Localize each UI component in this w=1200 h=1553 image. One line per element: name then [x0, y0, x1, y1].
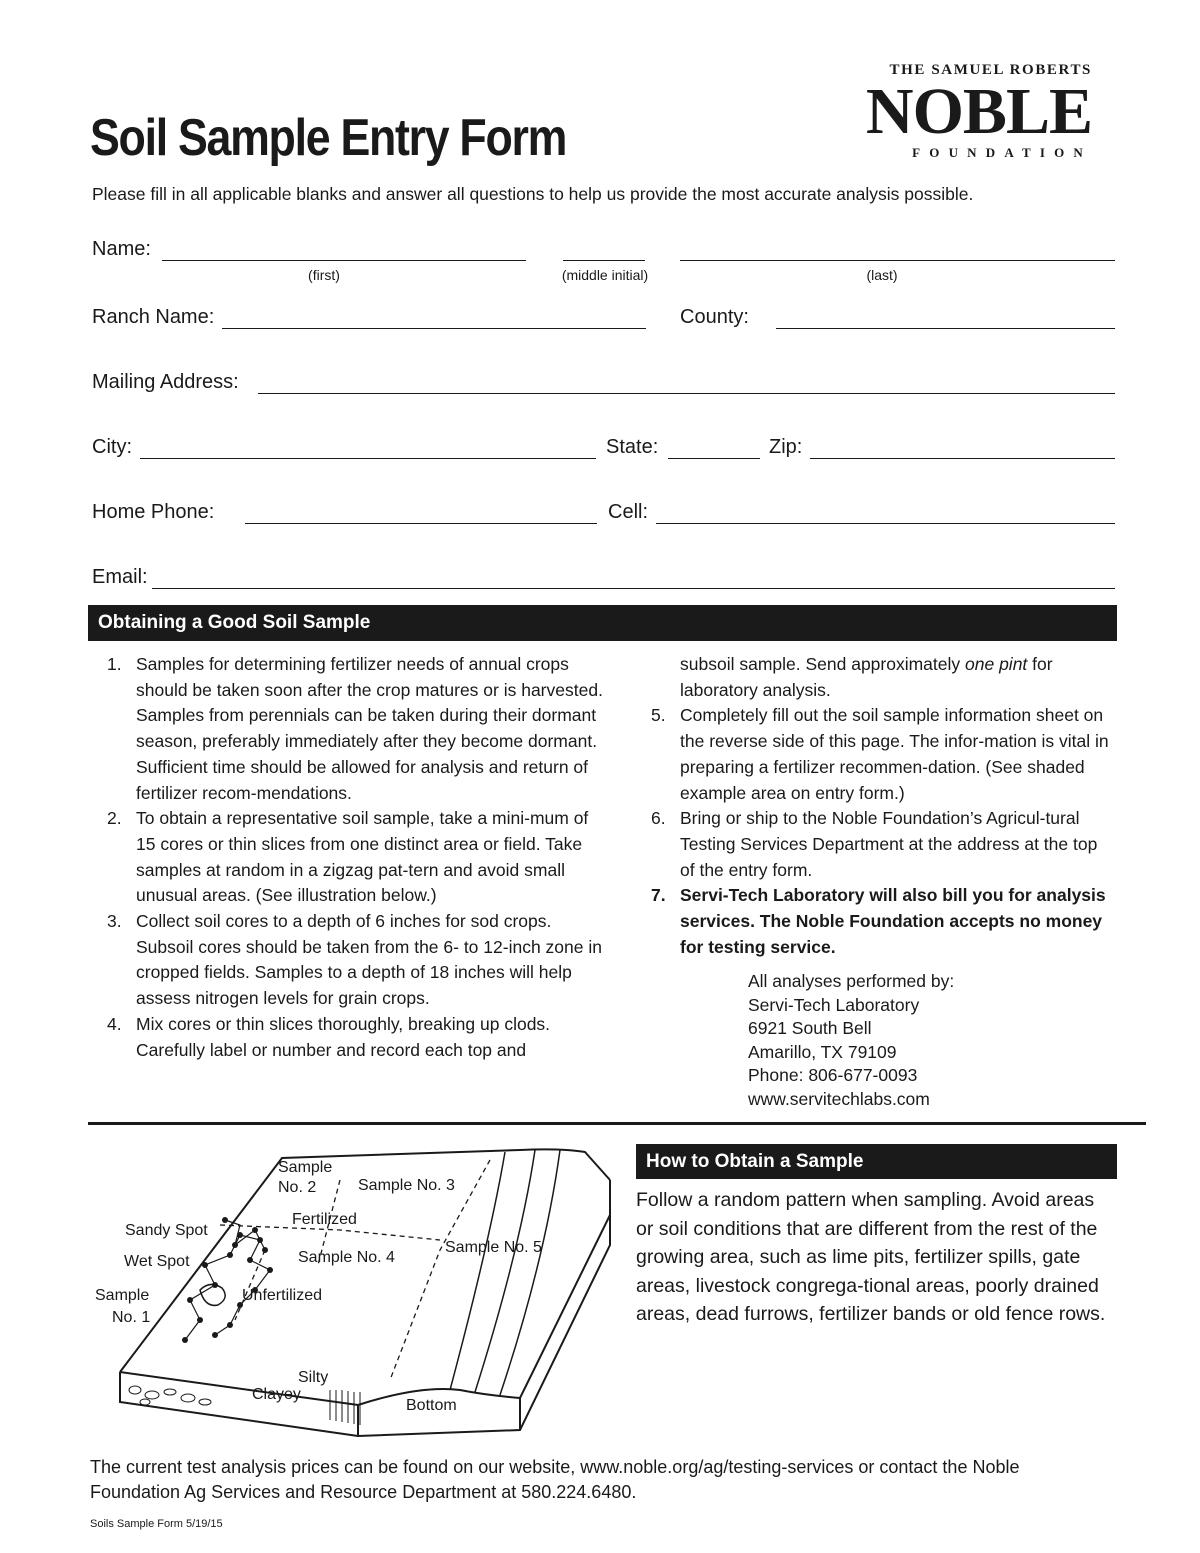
- label-sample-5: Sample No. 5: [445, 1239, 542, 1256]
- zip-field[interactable]: [810, 458, 1115, 459]
- item-text: Servi-Tech Laboratory will also bill you for analysis services. The Noble Foundation accepts no money for testing service.: [680, 885, 1106, 957]
- lab-city: Amarillo, TX 79109: [748, 1041, 897, 1062]
- cell-field[interactable]: [656, 523, 1115, 524]
- label-sample-1-no: No. 1: [112, 1309, 151, 1326]
- lab-street: 6921 South Bell: [748, 1018, 872, 1038]
- cell-label: Cell:: [608, 501, 649, 523]
- item-number: 3.: [107, 911, 122, 932]
- label-bottom: Bottom: [406, 1397, 457, 1414]
- label-sample-2-no: No. 2: [278, 1179, 317, 1196]
- middle-initial-field[interactable]: [563, 260, 645, 261]
- instruction-item: [92, 652, 612, 806]
- label-fertilized: Fertilized: [292, 1211, 357, 1228]
- city-field[interactable]: [140, 458, 596, 459]
- label-wet-spot: Wet Spot: [124, 1253, 190, 1270]
- instruction-item: [92, 909, 612, 1012]
- label-unfertilized: Unfertilized: [242, 1287, 323, 1304]
- logo-line-1: THE SAMUEL ROBERTS: [889, 62, 1092, 78]
- instruction-item: [92, 1012, 612, 1063]
- label-sample-3: Sample No. 3: [358, 1177, 455, 1194]
- item-text: subsoil sample. Send approximately: [680, 654, 966, 674]
- intro-text: Please fill in all applicable blanks and answer all questions to help us provide the most accurate analysis possible.: [92, 184, 974, 204]
- mailing-address-field[interactable]: [258, 393, 1115, 394]
- item-number: 5.: [651, 705, 666, 726]
- last-name-field[interactable]: [680, 260, 1115, 261]
- instruction-item: [636, 883, 1116, 960]
- instructions-left: [92, 652, 612, 1063]
- item-text: Mix cores or thin slices thoroughly, breaking up clods. Carefully label or number and record each top and: [136, 1013, 551, 1060]
- email-field[interactable]: [152, 588, 1115, 589]
- item-number: 1.: [107, 654, 122, 674]
- home-phone-field[interactable]: [245, 523, 597, 524]
- instruction-item: [92, 806, 612, 909]
- how-to-section-header: How to Obtain a Sample: [636, 1144, 1117, 1179]
- label-sandy-spot: Sandy Spot: [125, 1222, 208, 1239]
- item-text: for laboratory analysis.: [680, 654, 1053, 700]
- instructions-right: [636, 652, 1116, 960]
- instruction-item-continued: [636, 652, 1116, 703]
- last-hint: (last): [866, 267, 898, 283]
- item-text: Collect soil cores to a depth of 6 inches for sod crops. Subsoil cores should be taken from the 6- to 12-inch zone in cropped fields. Samples to a depth of 18 inches will help assess nitrogen levels for grain crops.: [136, 911, 602, 1009]
- county-label: County:: [680, 306, 749, 328]
- ranch-name-label: Ranch Name:: [92, 306, 215, 328]
- field-sampling-illustration: [90, 1140, 620, 1440]
- item-text: Samples for determining fertilizer needs of annual crops should be taken soon after the crop matures or is harvested. Samples from perennials can be taken during their dormant season, preferably immediately after they become dormant. Sufficient time should be allowed for analysis and return of fertilizer recom-mendations.: [136, 654, 603, 803]
- logo-line-2: NOBLE: [865, 75, 1092, 148]
- state-field[interactable]: [668, 458, 760, 459]
- page-title: Soil Sample Entry Form: [90, 109, 567, 167]
- home-phone-label: Home Phone:: [92, 501, 215, 523]
- state-label: State:: [606, 436, 659, 458]
- label-clayey: Clayey: [252, 1386, 301, 1403]
- county-field[interactable]: [776, 328, 1115, 329]
- form-date: Soils Sample Form 5/19/15: [90, 1518, 223, 1530]
- lab-address: [748, 970, 1108, 1111]
- middle-hint: (middle initial): [561, 267, 649, 283]
- zip-label: Zip:: [769, 436, 803, 458]
- item-number: 2.: [107, 808, 122, 829]
- lab-phone: Phone: 806-677-0093: [748, 1065, 918, 1085]
- obtaining-section-header: Obtaining a Good Soil Sample: [88, 605, 1117, 641]
- how-to-text: Follow a random pattern when sampling. Avoid areas or soil conditions that are different from the rest of the growing area, such as lime pits, fertilizer spills, gate areas, livestock congrega-tional areas, poorly drained areas, dead furrows, fertilizer bands or old fence rows.: [636, 1189, 1106, 1325]
- email-label: Email:: [92, 566, 148, 588]
- label-sample-4: Sample No. 4: [298, 1249, 395, 1266]
- label-silty: Silty: [298, 1369, 329, 1386]
- instruction-item: [636, 806, 1116, 883]
- label-sample-2: Sample: [278, 1159, 333, 1176]
- lab-website[interactable]: www.servitechlabs.com: [748, 1088, 930, 1109]
- city-label: City:: [92, 436, 132, 458]
- ranch-name-field[interactable]: [222, 328, 646, 329]
- item-number: 6.: [651, 808, 666, 829]
- name-label: Name:: [92, 238, 151, 260]
- section-divider: [88, 1122, 1146, 1125]
- item-text: Bring or ship to the Noble Foundation’s Agricul-tural Testing Services Department at the address at the top of the entry form.: [680, 808, 1098, 880]
- noble-foundation-logo: [862, 62, 1092, 161]
- item-emphasis: one pint: [965, 654, 1028, 674]
- logo-line-3: FOUNDATION: [912, 145, 1092, 160]
- instruction-item: [636, 703, 1116, 806]
- footer-note: The current test analysis prices can be found on our website, www.noble.org/ag/testing-services or contact the Noble Foundation Ag Services and Resource Department at 580.224.6480.: [90, 1457, 1020, 1502]
- lab-name: Servi-Tech Laboratory: [748, 994, 920, 1015]
- item-text: Completely fill out the soil sample information sheet on the reverse side of this page. The infor-mation is vital in preparing a fertilizer recommen-dation. (See shaded example area on entry form.): [680, 705, 1109, 803]
- label-sample-1: Sample: [95, 1287, 150, 1304]
- item-number: 7.: [651, 885, 666, 906]
- first-name-field[interactable]: [162, 260, 526, 261]
- first-hint: (first): [308, 267, 340, 283]
- item-text: To obtain a representative soil sample, take a mini-mum of 15 cores or thin slices from one distinct area or field. Take samples at random in a zigzag pat-tern and avoid small unusual areas. (See illustration below.): [136, 808, 589, 906]
- item-number: 4.: [107, 1013, 122, 1034]
- lab-line-1: All analyses performed by:: [748, 971, 955, 991]
- mailing-address-label: Mailing Address:: [92, 371, 239, 393]
